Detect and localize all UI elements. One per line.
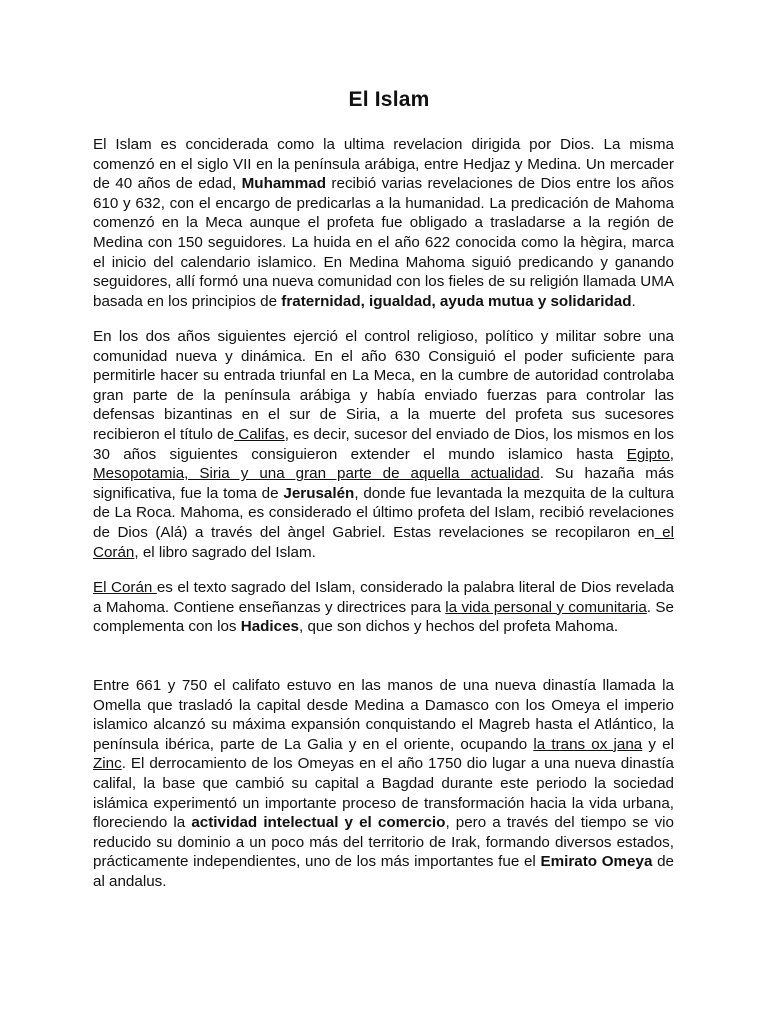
text-run: recibió varias revelaciones de Dios entre los años 610 y 632, con el encargo de predicarlas a la humanidad. La predicación de Mahoma comenzó en la Meca aunque el profeta fue obligado a trasladarse a la región de Medina con 150 seguidores. La huida en el año 622 conocida como la hègira, marca el inicio del calendario islamico. En Medina Mahoma siguió predicando y ganando seguidores, allí formó una nueva comunidad con los fieles de su religión llamada UMA basada en los principios de bbox=[93, 175, 675, 310]
text-run: , es decir, sucesor del enviado de Dios, los mismos en los 30 años siguientes consiguieron extender el mundo islamico hasta bbox=[93, 425, 674, 463]
bold-text: Emirato Omeya bbox=[540, 853, 653, 871]
text-run: es el texto sagrado del Islam, considerado la palabra literal de Dios revelada a Mahoma. Contiene enseñanzas y directrices para bbox=[93, 579, 675, 616]
text-run: , el libro sagrado del Islam. bbox=[134, 543, 316, 561]
text-run: Entre 661 y 750 el califato estuvo en las manos de una nueva dinastía llamada la Omella que trasladó la capital desde Medina a Damasco con los Omeya el imperio islamico alcanzó su máxima expansión conquistando el Magreb hasta el Atlántico, la península ibérica, parte de La Galia y en el oriente, ocupando bbox=[93, 677, 674, 753]
underlined-text: Zinc bbox=[93, 755, 122, 773]
underlined-text: el Corán bbox=[93, 523, 674, 561]
text-run: , pero a través del tiempo se vio reducido su dominio a un poco más del territorio de Irak, formando diversos estados, prácticamente independientes, uno de los más importantes fue el bbox=[93, 814, 674, 871]
text-run: En los dos años siguientes ejerció el control religioso, político y militar sobre una comunidad nueva y dinámica. En el año 630 Consiguió el poder suficiente para permitirle hacer su entrada triunfal en La Meca, en la cumbre de autoridad controlaba gran parte de la península arábiga y había enviado fuerzas para controlar las defensas bizantinas en el sur de Siria, a la muerte del profeta sus sucesores recibieron el título de bbox=[93, 328, 674, 443]
text-run: . Se complementa con los bbox=[93, 598, 674, 636]
paragraph-caliphate bbox=[93, 676, 674, 892]
text-run: y el bbox=[642, 735, 674, 753]
bold-text: fraternidad, igualdad, ayuda mutua y solidaridad bbox=[281, 292, 632, 310]
paragraph-origins bbox=[93, 135, 674, 311]
text-run: . Su hazaña más significativa, fue la toma de bbox=[93, 465, 674, 502]
underlined-text: la trans ox jana bbox=[533, 735, 643, 753]
bold-text: Muhammad bbox=[241, 175, 327, 193]
text-run: , que son dichos y hechos del profeta Mahoma. bbox=[299, 618, 619, 636]
underlined-text: El Corán bbox=[93, 579, 157, 596]
text-run: , donde fue levantada la mezquita de la cultura de La Roca. Mahoma, es considerado el último profeta del Islam, recibió revelaciones de Dios (Alá) a través del àngel Gabriel. Estas revelaciones se recopilaron en bbox=[93, 484, 674, 541]
text-run: . bbox=[631, 292, 636, 310]
text-run: . El derrocamiento de los Omeyas en el año 1750 dio lugar a una nueva dinastía califal, la base que cambió su capital a Bagdad durante este periodo la sociedad islámica experimentó un importante proceso de transformación hacia la vida urbana, floreciendo la bbox=[93, 755, 674, 832]
underlined-text: la vida personal y comunitaria bbox=[445, 598, 647, 616]
underlined-text: Egipto, Mesopotamia, Siria y una gran parte de aquella actualidad bbox=[93, 445, 674, 483]
underlined-text: Califas bbox=[234, 425, 285, 443]
bold-text: Jerusalén bbox=[283, 484, 355, 502]
bold-text: Hadices bbox=[240, 618, 299, 636]
paragraph-expansion bbox=[93, 327, 674, 562]
page-title: El Islam bbox=[348, 88, 430, 111]
bold-text: actividad intelectual y el comercio bbox=[191, 814, 446, 832]
text-run: de al andalus. bbox=[93, 853, 674, 890]
paragraph-coran bbox=[93, 578, 674, 637]
text-run: El Islam es conciderada como la ultima revelacion dirigida por Dios. La misma comenzó en el siglo VII en la península arábiga, entre Hedjaz y Medina. Un mercader de 40 años de edad, bbox=[93, 136, 674, 193]
